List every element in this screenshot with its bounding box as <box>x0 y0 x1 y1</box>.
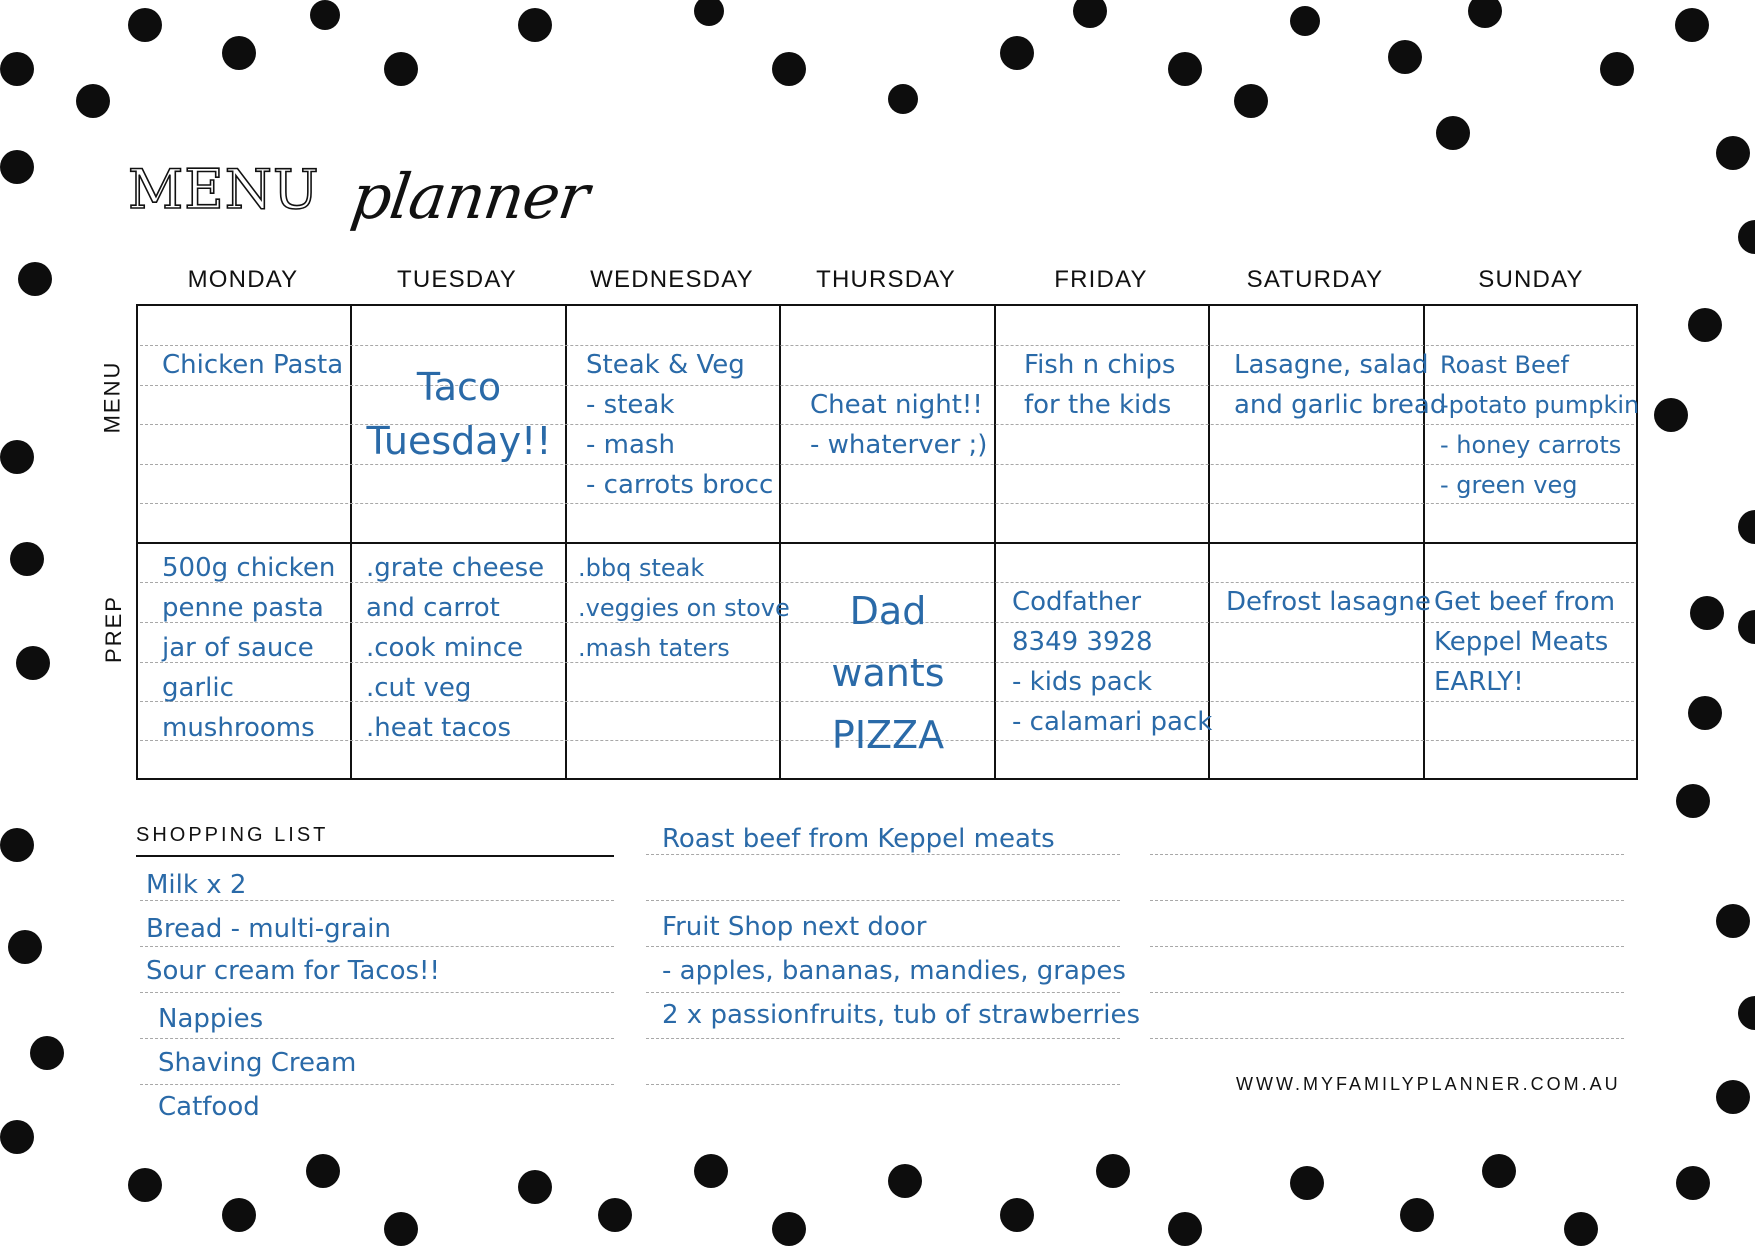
prep-entry: 8349 3928 <box>1012 627 1153 657</box>
prep-cell-tuesday[interactable] <box>366 548 544 748</box>
writing-line <box>140 992 614 993</box>
menu-entry: Lasagne, salad <box>1234 350 1429 380</box>
shopping-item[interactable]: Catfood <box>158 1092 260 1122</box>
prep-entry: Defrost lasagne <box>1226 587 1431 617</box>
prep-entry: penne pasta <box>162 593 324 623</box>
shopping-item[interactable]: Shaving Cream <box>158 1048 357 1078</box>
writing-line <box>646 900 1120 901</box>
menu-entry: Steak & Veg <box>586 350 745 380</box>
menu-entry: for the kids <box>1024 390 1172 420</box>
day-header-monday: MONDAY <box>187 266 299 293</box>
shopping-item[interactable]: Nappies <box>158 1004 264 1034</box>
writing-line <box>646 1038 1120 1039</box>
prep-entry: jar of sauce <box>162 633 314 663</box>
shopping-item[interactable]: Fruit Shop next door <box>662 912 927 942</box>
prep-cell-wednesday[interactable] <box>578 548 790 668</box>
menu-entry: - steak <box>586 390 675 420</box>
writing-line <box>140 1084 614 1085</box>
title-menu-word: MENU <box>128 158 320 221</box>
menu-entry: Taco <box>416 365 502 409</box>
writing-line <box>1150 946 1624 947</box>
writing-line <box>1150 992 1624 993</box>
menu-entry: Tuesday!! <box>366 419 552 463</box>
prep-entry: Dad <box>849 589 927 633</box>
prep-entry: .cook mince <box>366 633 524 663</box>
title-planner-script: planner <box>346 160 593 233</box>
menu-cell-thursday[interactable] <box>810 385 987 465</box>
menu-entry: -potato pumpkin <box>1440 391 1640 419</box>
writing-line <box>1150 900 1624 901</box>
prep-entry: Keppel Meats <box>1434 627 1609 657</box>
menu-entry: - mash <box>586 430 675 460</box>
menu-entry: - carrots brocc <box>586 470 774 500</box>
grid-row-divider <box>136 542 1638 544</box>
prep-entry: mushrooms <box>162 713 315 743</box>
prep-entry: .mash taters <box>578 634 730 662</box>
row-label-menu: MENU <box>99 360 125 434</box>
prep-entry: - kids pack <box>1012 667 1153 697</box>
day-header-tuesday: TUESDAY <box>397 266 517 293</box>
prep-entry: 500g chicken <box>162 553 336 583</box>
day-header-friday: FRIDAY <box>1054 266 1148 293</box>
prep-entry: .cut veg <box>366 673 472 703</box>
menu-cell-tuesday[interactable] <box>354 360 564 468</box>
shopping-item[interactable]: - apples, bananas, mandies, grapes <box>662 956 1126 986</box>
day-header-wednesday: WEDNESDAY <box>590 266 754 293</box>
prep-entry: EARLY! <box>1434 667 1524 697</box>
shopping-item[interactable]: Bread - multi-grain <box>146 914 391 944</box>
menu-entry: Fish n chips <box>1024 350 1176 380</box>
prep-cell-friday[interactable] <box>1012 582 1212 742</box>
menu-entry: and garlic bread <box>1234 390 1447 420</box>
prep-cell-monday[interactable] <box>162 548 335 748</box>
menu-entry: Roast Beef <box>1440 351 1569 379</box>
day-headers <box>136 266 1638 302</box>
prep-entry: and carrot <box>366 593 500 623</box>
writing-line <box>140 946 614 947</box>
prep-entry: PIZZA <box>831 713 945 757</box>
menu-cell-saturday[interactable] <box>1234 345 1446 425</box>
shopping-item[interactable]: Roast beef from Keppel meats <box>662 824 1055 854</box>
prep-cell-saturday[interactable] <box>1226 582 1431 622</box>
writing-line <box>140 900 614 901</box>
row-label-prep: PREP <box>100 595 126 663</box>
writing-line <box>646 992 1120 993</box>
shopping-item[interactable]: Sour cream for Tacos!! <box>146 956 440 986</box>
menu-entry: - green veg <box>1440 471 1578 499</box>
prep-cell-thursday[interactable] <box>782 580 994 766</box>
writing-line <box>1150 1038 1624 1039</box>
shopping-list-rule <box>136 855 614 857</box>
menu-cell-wednesday[interactable] <box>586 345 773 505</box>
prep-entry: wants <box>831 651 945 695</box>
day-header-sunday: SUNDAY <box>1478 266 1584 293</box>
prep-cell-sunday[interactable] <box>1434 582 1615 702</box>
day-header-thursday: THURSDAY <box>816 266 956 293</box>
shopping-list-heading: SHOPPING LIST <box>136 824 329 846</box>
prep-entry: .heat tacos <box>366 713 512 743</box>
prep-entry: - calamari pack <box>1012 707 1213 737</box>
menu-entry: - whaterver ;) <box>810 430 988 460</box>
menu-entry: Cheat night!! <box>810 390 983 420</box>
menu-entry: Chicken Pasta <box>162 350 344 380</box>
menu-cell-monday[interactable] <box>162 345 343 385</box>
website-url: WWW.MYFAMILYPLANNER.COM.AU <box>1236 1074 1621 1094</box>
menu-cell-sunday[interactable] <box>1440 345 1639 505</box>
prep-entry: .grate cheese <box>366 553 545 583</box>
writing-line <box>1150 854 1624 855</box>
prep-entry: .bbq steak <box>578 554 705 582</box>
day-header-saturday: SATURDAY <box>1246 266 1384 293</box>
writing-line <box>646 946 1120 947</box>
writing-line <box>646 854 1120 855</box>
prep-entry: Get beef from <box>1434 587 1616 617</box>
writing-line <box>646 1084 1120 1085</box>
shopping-item[interactable]: 2 x passionfruits, tub of strawberries <box>662 1000 1140 1030</box>
prep-entry: garlic <box>162 673 234 703</box>
writing-line <box>140 503 1634 504</box>
menu-entry: - honey carrots <box>1440 431 1622 459</box>
prep-entry: Codfather <box>1012 587 1142 617</box>
shopping-item[interactable]: Milk x 2 <box>146 870 247 900</box>
menu-cell-friday[interactable] <box>1024 345 1175 425</box>
writing-line <box>140 1038 614 1039</box>
prep-entry: .veggies on stove <box>578 594 790 622</box>
